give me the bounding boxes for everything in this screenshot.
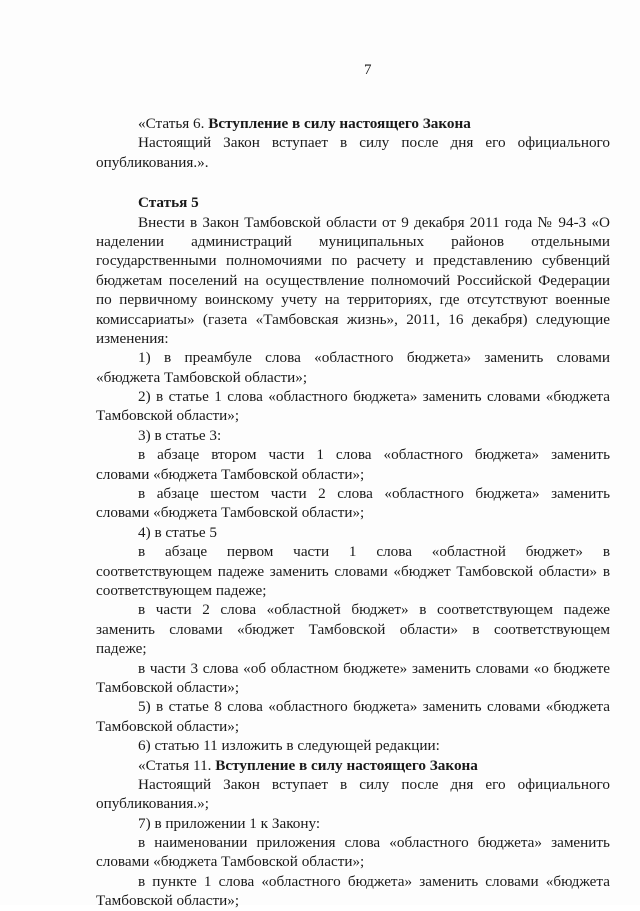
text-line — [96, 368, 610, 387]
text-line — [96, 153, 610, 172]
line-text: 7) в приложении 1 к Закону: — [138, 814, 321, 832]
text-line — [96, 717, 610, 736]
text-line — [96, 387, 610, 406]
line-text: Тамбовской области»; — [96, 892, 240, 910]
text-line — [96, 426, 610, 445]
line-text: словами «бюджета Тамбовской области»; — [96, 504, 365, 522]
line-text: заменить словами «бюджет Тамбовской области» в соответствующем — [96, 620, 610, 638]
text-line — [96, 697, 610, 716]
line-text: 6) статью 11 изложить в следующей редакции: — [138, 737, 440, 755]
line-bold-text: Вступление в силу настоящего Закона — [208, 115, 471, 132]
text-line — [96, 503, 610, 522]
text-line — [96, 310, 610, 329]
line-bold-text: Вступление в силу настоящего Закона — [215, 756, 478, 774]
text-line — [96, 271, 610, 290]
text-line — [96, 329, 610, 348]
text-line — [96, 600, 610, 619]
text-line — [96, 891, 610, 910]
line-text: по первичному воинскому учету на территориях, где отсутствуют военные — [96, 291, 610, 309]
line-text: в наименовании приложения слова «областного бюджета» заменить — [138, 834, 610, 852]
text-line — [96, 756, 610, 775]
text-line — [96, 465, 610, 484]
text-line — [96, 581, 610, 600]
text-line — [96, 852, 610, 871]
text-line — [96, 833, 610, 852]
line-text: опубликования.»; — [96, 795, 209, 813]
line-text: наделении администраций муниципальных районов отдельными — [96, 232, 610, 250]
text-line — [96, 620, 610, 639]
text-line — [96, 406, 610, 425]
text-line — [96, 794, 610, 813]
line-text: «Статья 11. — [138, 756, 216, 774]
line-text: Тамбовской области»; — [96, 407, 240, 425]
line-text: Внести в Закон Тамбовской области от 9 декабря 2011 года № 94-З «О — [138, 213, 610, 231]
line-text: словами «бюджета Тамбовской области»; — [96, 853, 365, 871]
text-line — [96, 290, 610, 309]
page-number: 7 — [364, 62, 372, 78]
text-line — [96, 193, 610, 212]
line-bold-text: Статья 5 — [138, 194, 199, 212]
line-text: 3) в статье 3: — [138, 426, 222, 444]
line-text: в части 2 слова «областной бюджет» в соответствующем падеже — [138, 601, 610, 619]
line-text: в абзаце втором части 1 слова «областного бюджета» заменить — [138, 446, 610, 464]
line-text: государственными полномочиями по расчету и представлению субвенций — [96, 252, 610, 270]
line-text: в пункте 1 слова «областного бюджета» заменить словами «бюджета — [138, 872, 610, 890]
text-line — [96, 133, 610, 152]
text-line — [96, 542, 610, 561]
line-text: «бюджета Тамбовской области»; — [96, 368, 308, 386]
line-text: изменения: — [96, 329, 169, 347]
text-line — [96, 114, 610, 133]
line-text: соответствующем падеже; — [96, 581, 267, 599]
line-text: комиссариаты» (газета «Тамбовская жизнь», 2011, 16 декабря) следующие — [96, 310, 610, 328]
line-text: 1) в преамбуле слова «областного бюджета» заменить словами — [138, 349, 610, 367]
text-line — [96, 639, 610, 658]
line-text: в абзаце первом части 1 слова «областной бюджет» в — [138, 543, 610, 561]
line-text: Настоящий Закон вступает в силу после дня его официального — [138, 775, 610, 793]
line-text: бюджетам поселений на осуществление полномочий Российской Федерации — [96, 271, 610, 289]
text-line — [96, 814, 610, 833]
text-line — [96, 232, 610, 251]
text-line — [96, 775, 610, 794]
text-line — [96, 872, 610, 891]
line-text: словами «бюджета Тамбовской области»; — [96, 465, 365, 483]
text-line — [96, 445, 610, 464]
line-text: 4) в статье 5 — [138, 523, 218, 541]
line-text: «Статья 6. — [138, 115, 209, 132]
line-text: Тамбовской области»; — [96, 678, 240, 696]
line-text: падеже; — [96, 640, 147, 658]
text-line — [96, 736, 610, 755]
line-text: опубликования.». — [96, 153, 209, 171]
line-text: соответствующем падеже заменить словами «бюджет Тамбовской области» в — [96, 562, 610, 580]
paragraph-gap — [96, 172, 610, 193]
text-line — [96, 251, 610, 270]
text-line — [96, 523, 610, 542]
line-text: Тамбовской области»; — [96, 717, 240, 735]
text-line — [96, 678, 610, 697]
text-line — [96, 659, 610, 678]
text-line — [96, 484, 610, 503]
line-text: в части 3 слова «об областном бюджете» заменить словами «о бюджете — [138, 659, 610, 677]
text-line — [96, 562, 610, 581]
line-text: в абзаце шестом части 2 слова «областного бюджета» заменить — [138, 485, 610, 503]
line-text: Настоящий Закон вступает в силу после дня его официального — [138, 134, 610, 152]
line-text: 2) в статье 1 слова «областного бюджета» заменить словами «бюджета — [138, 388, 610, 406]
line-text: 5) в статье 8 слова «областного бюджета» заменить словами «бюджета — [138, 698, 610, 716]
text-line — [96, 348, 610, 367]
document-body — [96, 114, 610, 911]
text-line — [96, 213, 610, 232]
